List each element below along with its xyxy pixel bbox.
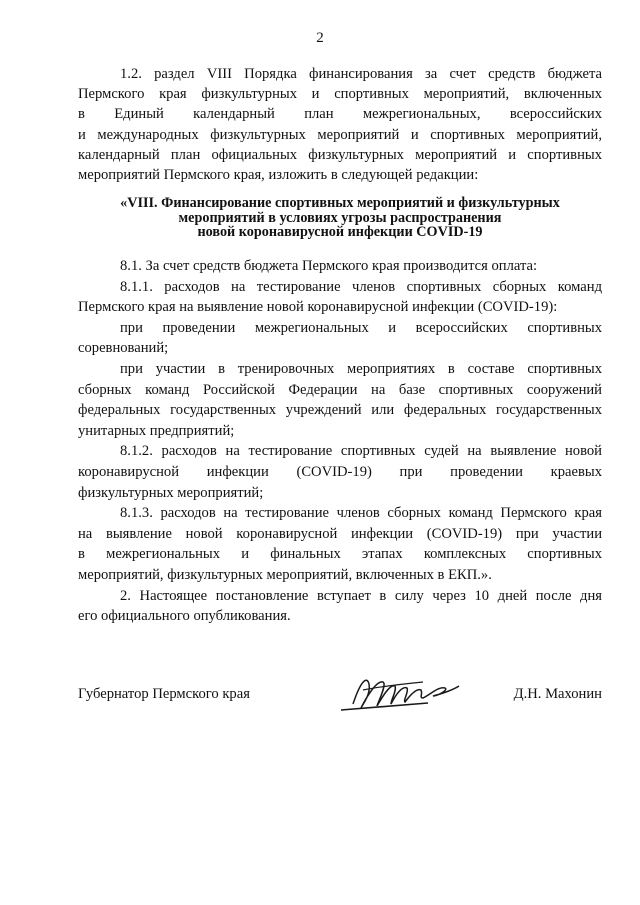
section-heading	[78, 196, 602, 240]
paragraph-8-1-3-cont: в межрегиональных и финальных этапах комплексных спортивных	[78, 546, 602, 563]
heading-line: мероприятий в условиях угрозы распространения	[178, 209, 502, 226]
paragraph-8-1: 8.1. За счет средств бюджета Пермского края производится оплата:	[120, 258, 538, 274]
heading-line: новой коронавирусной инфекции COVID-19	[197, 224, 483, 240]
paragraph-8-1-3-cont: мероприятий, физкультурных мероприятий, включенных в ЕКП.».	[78, 566, 492, 583]
handwritten-signature	[333, 670, 463, 718]
paragraph-8-1-2-cont: физкультурных мероприятий;	[78, 484, 264, 501]
intro-paragraph	[78, 64, 602, 185]
paragraph-sorevnovaniya-cont: соревнований;	[78, 340, 169, 357]
paragraph-2: 2. Настоящее постановление вступает в силу через 10 дней после дня	[120, 587, 602, 604]
intro-line: и международных физкультурных мероприятий и спортивных мероприятий,	[78, 126, 602, 143]
intro-line: Пермского края физкультурных и спортивных мероприятий, включенных	[78, 86, 602, 103]
paragraph-8-1-2: 8.1.2. расходов на тестирование спортивных судей на выявление новой	[120, 443, 602, 460]
paragraph-trenirovki: при участии в тренировочных мероприятиях в составе спортивных	[120, 360, 602, 377]
paragraph-8-1-3-cont: на выявление новой коронавирусной инфекции (COVID-19) при участии	[78, 525, 602, 542]
paragraph-trenirovki-cont: сборных команд Российской Федерации на базе спортивных сооружений	[78, 381, 602, 398]
intro-line: 1.2. раздел VIII Порядка финансирования за счет средств бюджета	[120, 66, 602, 82]
intro-line: в Единый календарный план межрегиональных, всероссийских	[78, 106, 602, 123]
paragraph-8-1-1: 8.1.1. расходов на тестирование членов спортивных сборных команд	[120, 278, 602, 295]
signature-block	[78, 680, 602, 720]
paragraph-trenirovki-cont: унитарных предприятий;	[78, 422, 235, 439]
section-body	[78, 256, 602, 627]
intro-line: календарный план официальных физкультурных мероприятий и спортивных	[78, 146, 602, 163]
paragraph-trenirovki-cont: федеральных государственных учреждений или федеральных государственных	[78, 402, 602, 419]
signatory-title: Губернатор Пермского края	[78, 686, 250, 702]
page-number: 2	[316, 30, 324, 46]
paragraph-2-cont: его официального опубликования.	[78, 608, 291, 625]
paragraph-sorevnovaniya: при проведении межрегиональных и всероссийских спортивных	[120, 319, 602, 336]
paragraph-8-1-2-cont: коронавирусной инфекции (COVID-19) при проведении краевых	[78, 463, 602, 480]
heading-line: «VIII. Финансирование спортивных мероприятий и физкультурных	[120, 195, 560, 211]
paragraph-8-1-3: 8.1.3. расходов на тестирование членов сборных команд Пермского края	[120, 505, 602, 522]
signatory-name: Д.Н. Махонин	[513, 686, 602, 702]
intro-line: мероприятий Пермского края, изложить в следующей редакции:	[78, 167, 479, 184]
paragraph-8-1-1-cont: Пермского края на выявление новой коронавирусной инфекции (COVID-19):	[78, 299, 558, 316]
